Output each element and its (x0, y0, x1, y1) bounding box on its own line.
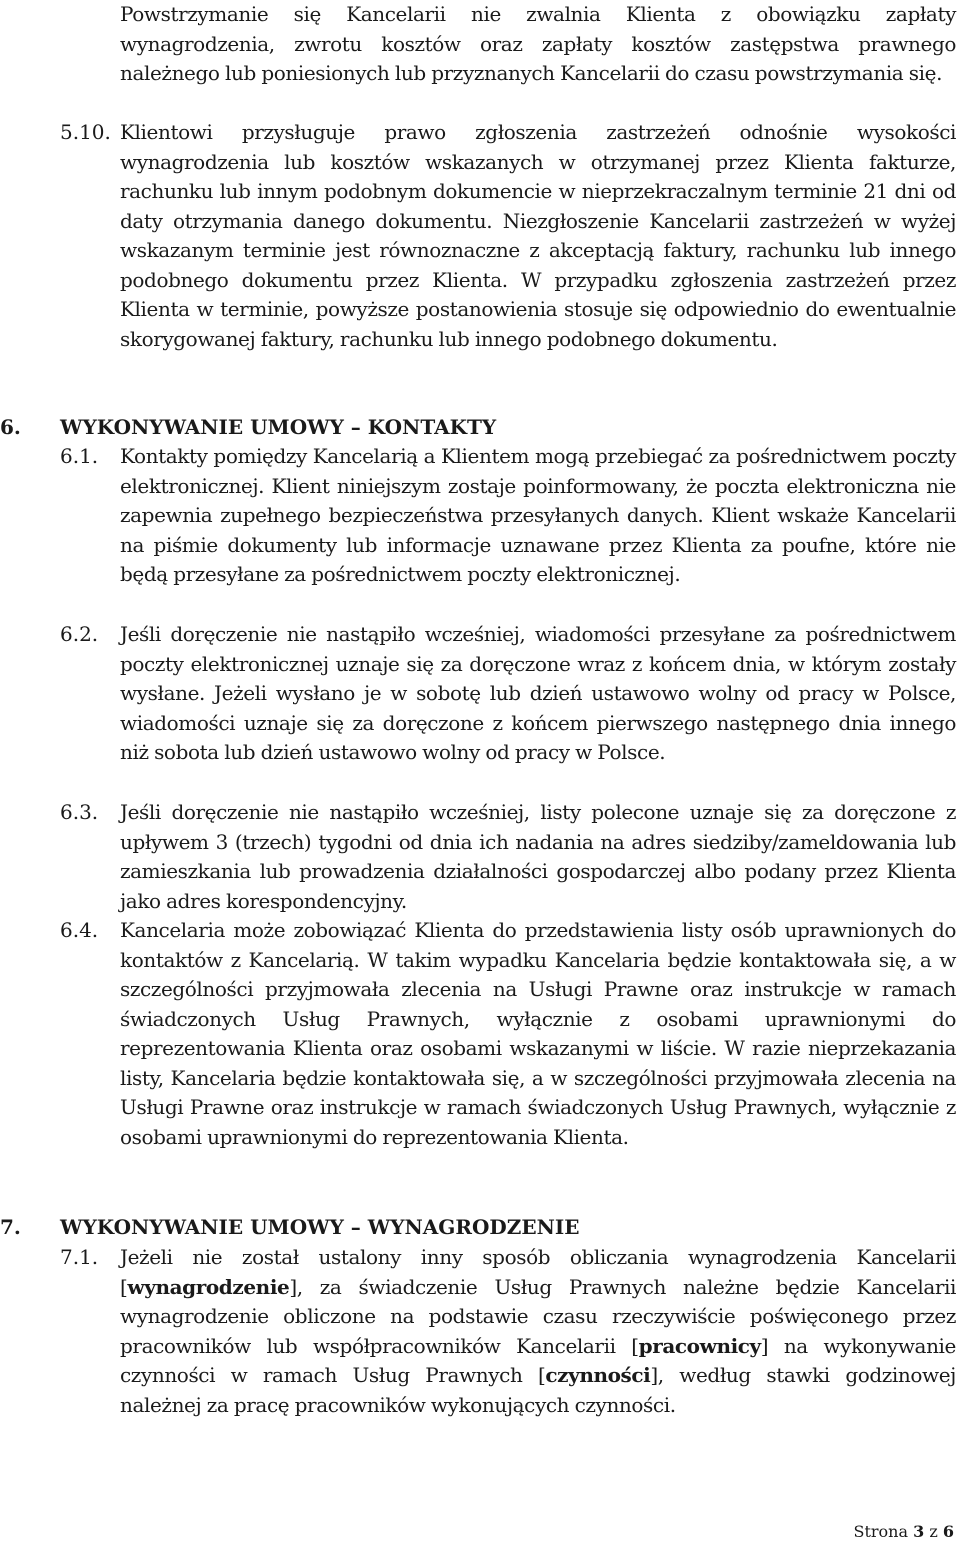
paragraph-6-1: Kontakty pomiędzy Kancelarią a Klientem mogą przebiegać za pośrednictwem poczty elektronicznej. Klient niniejszym zostaje poinformowany, że poczta elektroniczna nie zapewnia zupełnego bezpieczeństwa przesyłanych danych. Klient wskaże Kancelarii na piśmie dokumenty lub informacje uznawane przez Klienta za poufne, które nie będą przesyłane za pośrednictwem poczty elektronicznej. (120, 444, 956, 586)
footer-separator: z (929, 1522, 938, 1541)
heading-title: WYKONYWANIE UMOWY – WYNAGRODZENIE (60, 1215, 580, 1239)
paragraph-6-4: Kancelaria może zobowiązać Klienta do przedstawienia listy osób uprawnionych do kontaktów z Kancelarią. W takim wypadku Kancelaria będzie kontaktowała się, a w szczególności przyjmowała zlecenia na Usługi Prawne oraz instrukcje w ramach świadczonych Usług Prawnych, wyłącznie z osobami uprawnionymi do reprezentowania Klienta oraz osobami wskazanymi w liście. W razie nieprzekazania listy, Kancelaria będzie kontaktowała się, a w szczególności przyjmowała zlecenia na Usługi Prawne oraz instrukcje w ramach świadczonych Usług Prawnych, wyłącznie z osobami uprawnionymi do reprezentowania Klienta. (120, 918, 956, 1149)
paragraph-continuation: Powstrzymanie się Kancelarii nie zwalnia Klienta z obowiązku zapłaty wynagrodzenia, zwrotu kosztów oraz zapłaty kosztów zastępstwa prawnego należnego lub poniesionych lub przyznanych Kancelarii do czasu powstrzymania się. (120, 2, 956, 85)
defined-term-czynnosci: czynności (545, 1363, 651, 1387)
paragraph-6-3: Jeśli doręczenie nie nastąpiło wcześniej, listy polecone uznaje się za doręczone z upływem 3 (trzech) tygodni od dnia ich nadania na adres siedziby/zameldowania lub zamieszkania lub prowadzenia działalności gospodarczej albo podany przez Klienta jako adres korespondencyjny. (120, 800, 956, 913)
footer-label: Strona (853, 1522, 908, 1541)
text-run: Jeżeli nie został ustalony inny sposób obliczania wynagrodzenia Kancelarii [ (120, 1245, 956, 1299)
section-number-7-1: 7.1. (60, 1245, 99, 1269)
paragraph-5-10: Klientowi przysługuje prawo zgłoszenia zastrzeżeń odnośnie wysokości wynagrodzenia lub kosztów wskazanych w otrzymanej przez Klienta fakturze, rachunku lub innym podobnym dokumencie w nieprzekraczalnym terminie 21 dni od daty otrzymania danego dokumentu. Niezgłoszenie Kancelarii zastrzeżeń w wyżej wskazanym terminie jest równoznaczne z akceptacją faktury, rachunku lub innego podobnego dokumentu przez Klienta. W przypadku zgłoszenia zastrzeżeń przez Klienta w terminie, powyższe postanowienia stosuje się odpowiednio do ewentualnie skorygowanej faktury, rachunku lub innego podobnego dokumentu. (120, 120, 956, 351)
footer-total-pages: 6 (942, 1522, 954, 1541)
paragraph-6-2: Jeśli doręczenie nie nastąpiło wcześniej, wiadomości przesyłane za pośrednictwem poczty elektronicznej uznaje się za doręczone wraz z końcem dnia, w którym zostały wysłane. Jeżeli wysłano je w sobotę lub dzień ustawowo wolny od pracy w Polsce, wiadomości uznaje się za doręczone z końcem pierwszego następnego dnia innego niż sobota lub dzień ustawowo wolny od pracy w Polsce. (120, 622, 956, 764)
section-number-6-1: 6.1. (60, 444, 99, 468)
heading-title: WYKONYWANIE UMOWY – KONTAKTY (60, 415, 497, 439)
paragraph-7-1 (120, 1243, 956, 1420)
text-run: ], według stawki godzinowej należnej za pracę pracowników wykonujących czynności. (120, 1363, 956, 1417)
footer-page-number: 3 (913, 1522, 925, 1541)
section-number-6-2: 6.2. (60, 622, 99, 646)
heading-number: 7. (0, 1215, 21, 1239)
section-number-6-4: 6.4. (60, 918, 99, 942)
text-run: ] na wykonywanie czynności w ramach Usług Prawnych [ (120, 1333, 956, 1387)
page-footer (853, 1522, 954, 1542)
defined-term-pracownicy: pracownicy (638, 1333, 761, 1358)
section-number-5-10: 5.10. (60, 120, 111, 144)
defined-term-wynagrodzenie: wynagrodzenie (127, 1274, 290, 1299)
text-run: ], za świadczenie Usług Prawnych należne będzie Kancelarii wynagrodzenie obliczone na podstawie czasu rzeczywiście poświęconego przez pracowników lub współpracowników Kancelarii [ (120, 1274, 956, 1358)
heading-number: 6. (0, 415, 21, 439)
section-number-6-3: 6.3. (60, 800, 99, 824)
section-heading-7 (0, 1213, 580, 1243)
section-heading-6 (0, 413, 496, 443)
